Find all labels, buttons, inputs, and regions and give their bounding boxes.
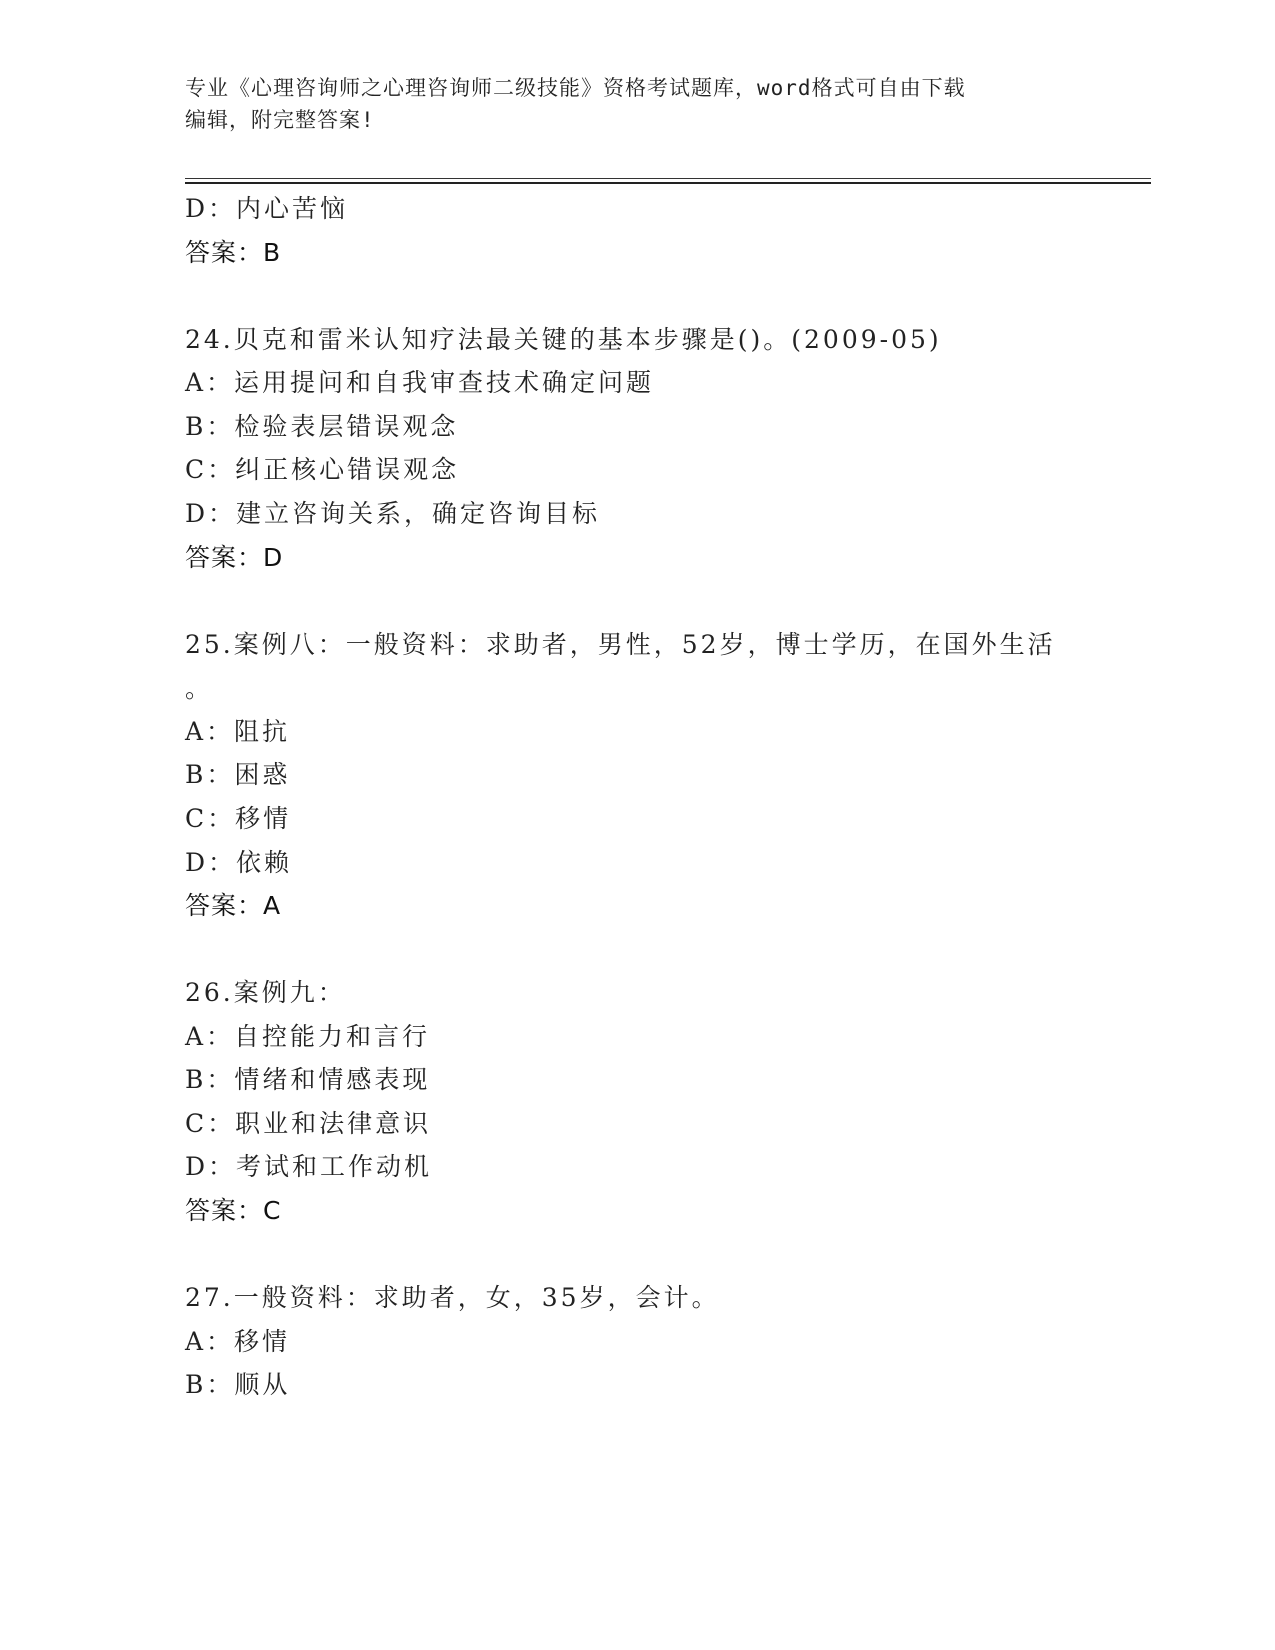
q26-option-b: B：情绪和情感表现 (185, 1065, 431, 1094)
q24-option-b: B：检验表层错误观念 (185, 412, 459, 441)
q25-option-c: C：移情 (185, 804, 292, 833)
q24-option-c: C：纠正核心错误观念 (185, 455, 460, 484)
header-line-1: 专业《心理咨询师之心理咨询师二级技能》资格考试题库，word格式可自由下载 (185, 76, 966, 100)
q24-answer: 答案：D (185, 543, 284, 572)
q27-option-a: A：移情 (185, 1327, 291, 1356)
q26-option-a: A：自控能力和言行 (185, 1022, 431, 1051)
q25-stem-continuation: 。 (185, 674, 214, 703)
q26-answer: 答案：C (185, 1196, 282, 1225)
document-header (185, 72, 1085, 136)
q25-answer: 答案：A (185, 891, 282, 920)
q25-option-b: B：困惑 (185, 760, 291, 789)
header-line-2: 编辑，附完整答案! (185, 108, 375, 132)
q26-option-d: D：考试和工作动机 (185, 1152, 433, 1181)
header-divider-thick (185, 182, 1151, 184)
q26-option-c: C：职业和法律意识 (185, 1109, 432, 1138)
q25-option-a: A：阻抗 (185, 717, 291, 746)
prev-option-d: D：内心苦恼 (185, 194, 349, 223)
q27-stem: 27.一般资料：求助者，女，35岁，会计。 (185, 1283, 720, 1312)
header-divider-thin (185, 178, 1151, 179)
q27-option-b: B：顺从 (185, 1370, 291, 1399)
prev-answer: 答案：B (185, 238, 282, 267)
q26-stem: 26.案例九： (185, 978, 346, 1007)
q24-option-d: D：建立咨询关系，确定咨询目标 (185, 499, 601, 528)
q25-stem: 25.案例八：一般资料：求助者，男性，52岁，博士学历，在国外生活 (185, 630, 1056, 659)
q24-stem: 24.贝克和雷米认知疗法最关键的基本步骤是()。(2009-05) (185, 325, 942, 354)
q24-option-a: A：运用提问和自我审查技术确定问题 (185, 368, 655, 397)
q25-option-d: D：依赖 (185, 848, 293, 877)
